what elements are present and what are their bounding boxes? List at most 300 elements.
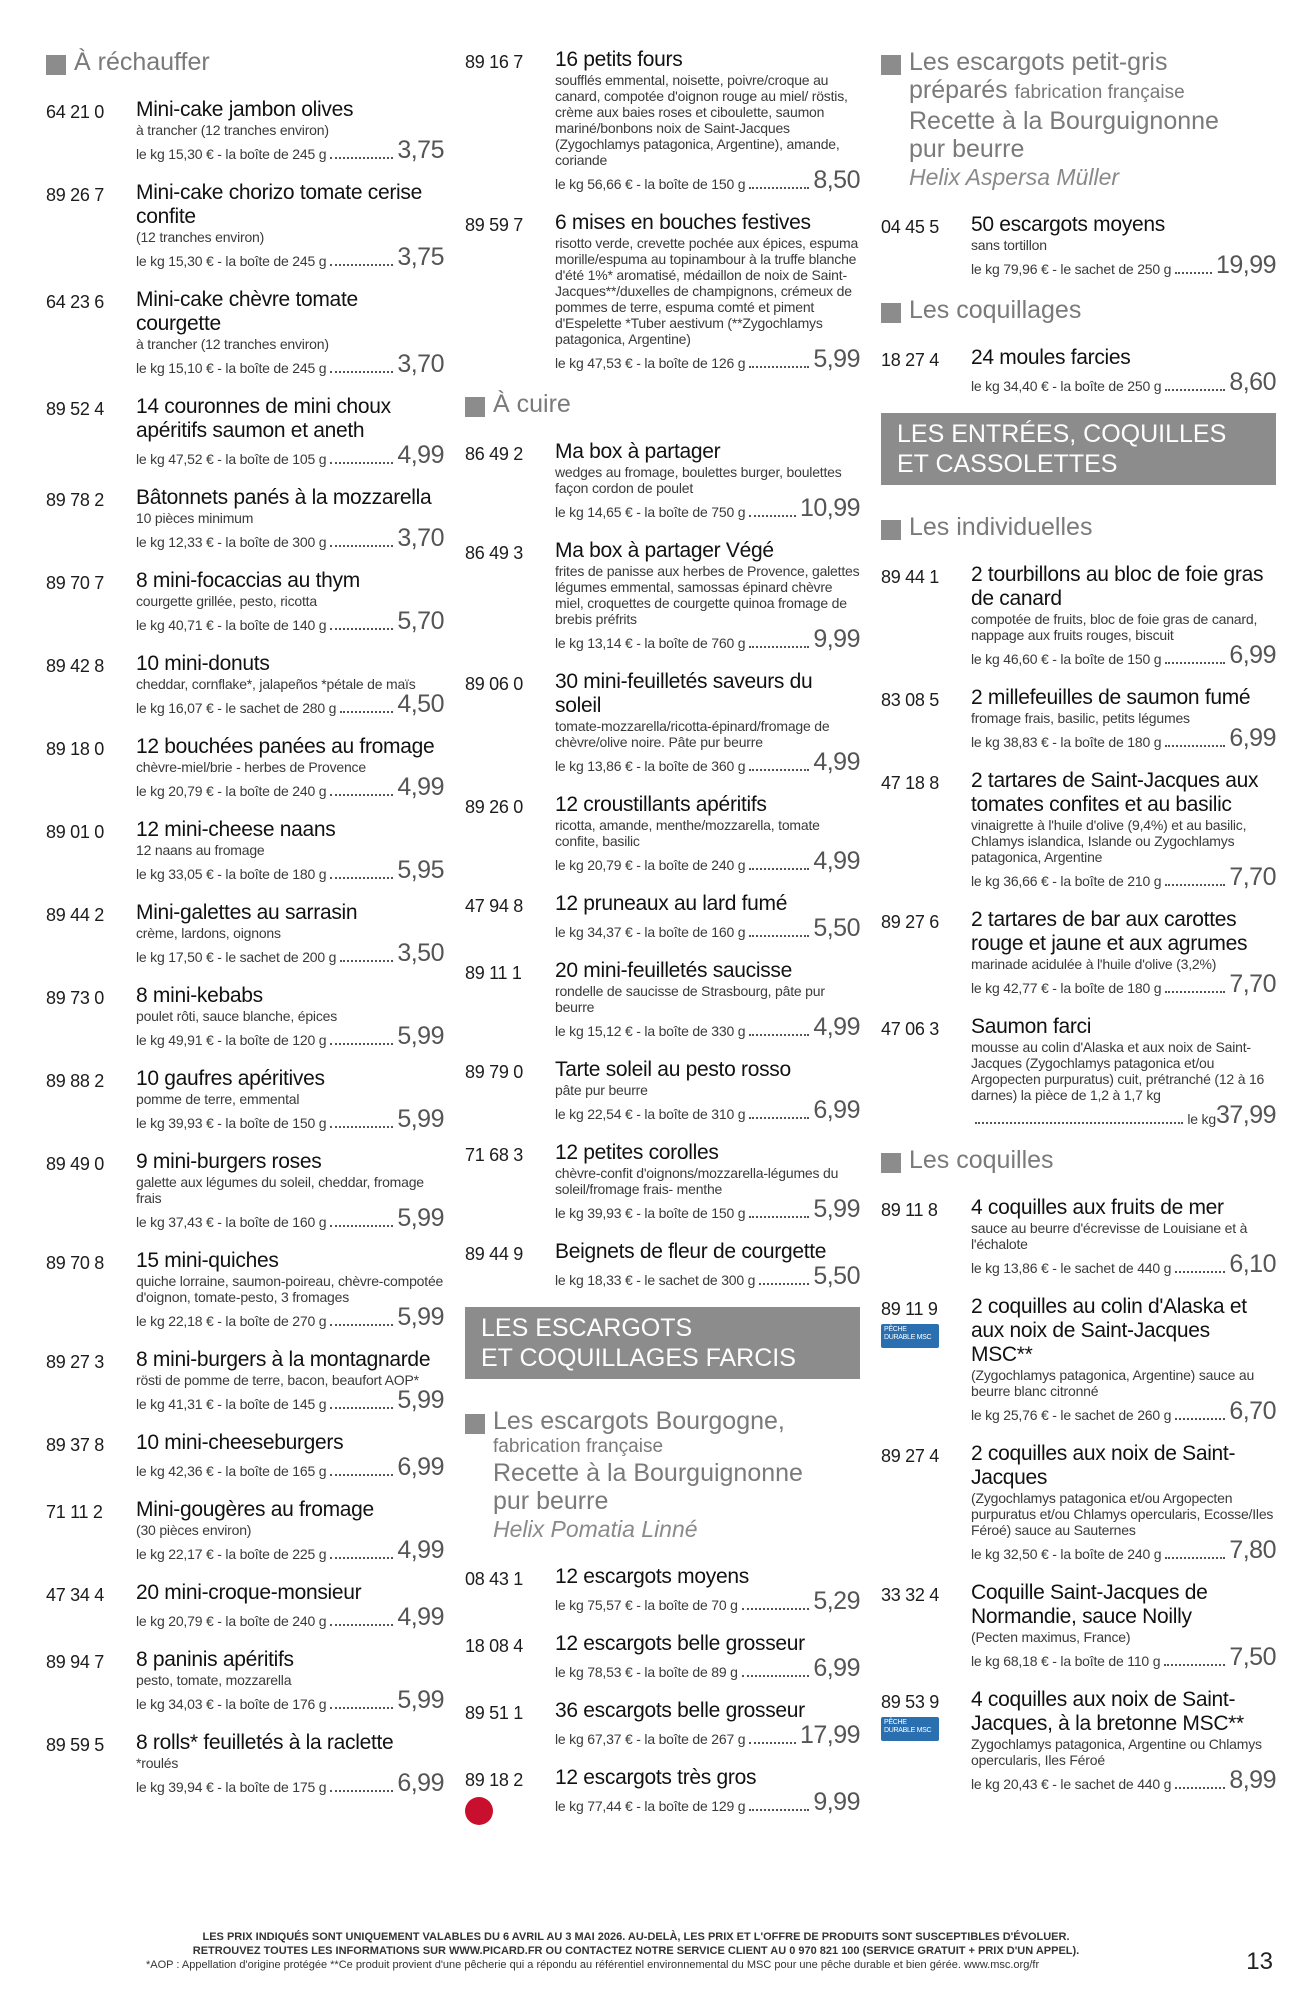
product-code [46, 1249, 136, 1329]
product-price: 10,99 [799, 494, 860, 522]
product-item [881, 1688, 1276, 1792]
dot-leader [1165, 991, 1225, 993]
product-code [465, 793, 555, 873]
product-code-text: 89 59 7 [465, 215, 523, 235]
product-body [136, 1067, 444, 1131]
product-price: 8,99 [1229, 1766, 1276, 1794]
price-line [555, 1264, 860, 1288]
product-code [881, 1295, 971, 1423]
product-price: 6,99 [813, 1096, 860, 1124]
product-item [46, 735, 444, 799]
dot-leader [330, 371, 393, 373]
product-name: Mini-cake jambon olives [136, 98, 354, 121]
price-line [971, 1252, 1276, 1276]
unit-price: le kg 67,37 € - la boîte de 267 g [555, 1731, 746, 1747]
product-code-text: 04 45 5 [881, 217, 939, 237]
product-description: Zygochlamys patagonica, Argentine ou Chlamys opercularis, Iles Féroé [971, 1736, 1262, 1768]
product-name: 12 mini-cheese naans [136, 818, 336, 841]
unit-price: le kg 22,54 € - la boîte de 310 g [555, 1106, 746, 1122]
product-code-text: 89 44 2 [46, 905, 104, 925]
product-body [971, 563, 1276, 667]
unit-price: le kg 47,52 € - la boîte de 105 g [136, 451, 327, 467]
product-code-text: 18 08 4 [465, 1636, 523, 1656]
product-code-text: 89 37 8 [46, 1435, 104, 1455]
product-code [881, 686, 971, 750]
product-name: 12 escargots moyens [555, 1565, 749, 1588]
product-code [46, 735, 136, 799]
unit-price: le kg 20,43 € - le sachet de 440 g [971, 1776, 1172, 1792]
product-body [555, 959, 860, 1039]
product-item [465, 1632, 860, 1680]
product-name: 36 escargots belle grosseur [555, 1699, 805, 1722]
product-item [465, 793, 860, 873]
product-body [555, 440, 860, 520]
product-code-text: 89 70 8 [46, 1253, 104, 1273]
product-description: courgette grillée, pesto, ricotta [136, 593, 317, 609]
product-body [136, 486, 444, 550]
product-name: 2 coquilles au colin d'Alaska et aux noix de Saint-Jacques MSC** [971, 1295, 1247, 1366]
product-name: Mini-cake chèvre tomate courgette [136, 288, 358, 335]
product-body [555, 48, 860, 192]
product-price: 5,50 [813, 914, 860, 942]
product-item [46, 1348, 444, 1412]
unit-price: le kg 42,77 € - la boîte de 180 g [971, 980, 1162, 996]
unit-price: le kg 34,40 € - la boîte de 250 g [971, 378, 1162, 394]
product-item [881, 908, 1276, 996]
product-code-text: 64 23 6 [46, 292, 104, 312]
product-item [465, 48, 860, 192]
product-body [971, 1688, 1276, 1792]
product-code-text: 71 68 3 [465, 1145, 523, 1165]
footer-line-2: RETROUVEZ TOUTES LES INFORMATIONS SUR WWW.PICARD.FR OU CONTACTEZ NOTRE SERVICE CLIENT AU 0 970 821 100 (SERVICE GRATUIT + PRIX D'UN APPEL). [192, 1945, 1080, 1957]
dot-leader [1165, 1557, 1225, 1559]
product-body [555, 1699, 860, 1747]
product-code [46, 288, 136, 376]
product-item [465, 1058, 860, 1122]
section-title: Les coquilles [909, 1146, 1054, 1174]
product-code-text: 89 11 8 [881, 1200, 938, 1220]
product-price: 5,99 [397, 1386, 444, 1414]
product-item [46, 818, 444, 882]
product-item [46, 1249, 444, 1329]
unit-price: le kg 16,07 € - le sachet de 280 g [136, 700, 337, 716]
product-body [971, 1196, 1276, 1276]
category-banner [465, 1307, 860, 1379]
product-item [465, 892, 860, 940]
product-code [46, 901, 136, 965]
product-name: Ma box à partager Végé [555, 539, 774, 562]
product-name: 4 coquilles aux fruits de mer [971, 1196, 1224, 1219]
product-body [555, 539, 860, 651]
product-code-text: 89 53 9 [881, 1692, 939, 1712]
product-price: 4,99 [813, 748, 860, 776]
price-line [136, 352, 444, 376]
product-body [555, 1632, 860, 1680]
price-line [555, 1790, 860, 1814]
unit-price: le kg 39,94 € - la boîte de 175 g [136, 1779, 327, 1795]
product-name: 2 tartares de Saint-Jacques aux tomates confites et au basilic [971, 769, 1259, 816]
product-description: marinade acidulée à l'huile d'olive (3,2%) [971, 956, 1217, 972]
product-item [881, 769, 1276, 889]
product-item [881, 213, 1276, 277]
product-code-text: 89 16 7 [465, 52, 523, 72]
product-body [136, 1150, 444, 1230]
product-body [136, 1249, 444, 1329]
product-name: Saumon farci [971, 1015, 1092, 1038]
product-body [971, 1442, 1276, 1562]
product-price: 6,99 [397, 1769, 444, 1797]
dot-leader [330, 545, 393, 547]
product-item [46, 1581, 444, 1629]
product-name: 2 tartares de bar aux carottes rouge et jaune et aux agrumes [971, 908, 1248, 955]
product-price: 19,99 [1215, 251, 1276, 279]
product-price: 5,50 [813, 1262, 860, 1290]
dot-leader [1165, 884, 1225, 886]
product-name: 10 mini-cheeseburgers [136, 1431, 344, 1454]
product-price: 7,70 [1229, 863, 1276, 891]
section-heading [465, 1407, 860, 1543]
price-line [555, 627, 860, 651]
product-price: 6,10 [1229, 1250, 1276, 1278]
product-item [46, 1648, 444, 1712]
dot-leader [749, 187, 809, 189]
product-code [881, 1581, 971, 1669]
product-description: fromage frais, basilic, petits légumes [971, 710, 1190, 726]
product-code [881, 1442, 971, 1562]
product-body [136, 652, 444, 716]
dot-leader [742, 1608, 810, 1610]
price-line [555, 1723, 860, 1747]
product-item [46, 486, 444, 550]
price-unit-label: le kg [1187, 1111, 1216, 1127]
product-price: 5,29 [813, 1587, 860, 1615]
label-rouge-icon [465, 1797, 493, 1825]
dot-leader [749, 1034, 809, 1036]
unit-price: le kg 47,53 € - la boîte de 126 g [555, 355, 746, 371]
product-body [555, 1565, 860, 1613]
product-code [881, 1196, 971, 1276]
price-line [136, 692, 444, 716]
product-item [46, 181, 444, 269]
banner-line: LES ENTRÉES, COQUILLES [897, 420, 1227, 448]
product-description: ricotta, amande, menthe/mozzarella, tomate confite, basilic [555, 817, 820, 849]
product-name: Mini-gougères au fromage [136, 1498, 374, 1521]
dot-leader [749, 646, 809, 648]
product-code [881, 346, 971, 394]
price-line [136, 1538, 444, 1562]
product-code-text: 89 11 9 [881, 1299, 938, 1319]
product-description: poulet rôti, sauce blanche, épices [136, 1008, 337, 1024]
product-body [136, 1648, 444, 1712]
unit-price: le kg 56,66 € - la boîte de 150 g [555, 176, 746, 192]
product-price: 8,50 [813, 166, 860, 194]
section-title: Les individuelles [909, 513, 1093, 541]
product-description: rösti de pomme de terre, bacon, beaufort AOP* [136, 1372, 419, 1388]
product-price: 3,50 [397, 939, 444, 967]
product-item [881, 1442, 1276, 1562]
price-line [555, 1197, 860, 1221]
unit-price: le kg 25,76 € - le sachet de 260 g [971, 1407, 1172, 1423]
section-title-block [909, 48, 1219, 191]
product-code [46, 1348, 136, 1412]
dot-leader [749, 366, 809, 368]
banner-line: ET COQUILLAGES FARCIS [481, 1344, 796, 1372]
unit-price: le kg 75,57 € - la boîte de 70 g [555, 1597, 738, 1613]
product-body [555, 1058, 860, 1122]
section-square-icon [881, 1153, 901, 1173]
product-price: 5,99 [813, 345, 860, 373]
price-line [555, 168, 860, 192]
price-line [555, 1589, 860, 1613]
unit-price: le kg 38,83 € - la boîte de 180 g [971, 734, 1162, 750]
product-price: 8,60 [1229, 368, 1276, 396]
product-name: 2 tourbillons au bloc de foie gras de canard [971, 563, 1264, 610]
product-item [881, 563, 1276, 667]
product-code-text: 47 06 3 [881, 1019, 939, 1039]
unit-price: le kg 46,60 € - la boîte de 150 g [971, 651, 1162, 667]
price-line [555, 1656, 860, 1680]
unit-price: le kg 15,12 € - la boîte de 330 g [555, 1023, 746, 1039]
product-price: 5,99 [397, 1303, 444, 1331]
price-line [971, 1768, 1276, 1792]
dot-leader [1175, 1418, 1225, 1420]
product-price: 4,99 [813, 1013, 860, 1041]
product-body [971, 346, 1276, 394]
product-item [881, 1196, 1276, 1276]
product-name: 8 mini-burgers à la montagnarde [136, 1348, 431, 1371]
product-body [136, 735, 444, 799]
unit-price: le kg 14,65 € - la boîte de 750 g [555, 504, 746, 520]
product-description: rondelle de saucisse de Strasbourg, pâte pur beurre [555, 983, 825, 1015]
price-line [136, 138, 444, 162]
product-code-text: 89 06 0 [465, 674, 523, 694]
product-code-text: 89 11 1 [465, 963, 522, 983]
product-name: Mini-galettes au sarrasin [136, 901, 358, 924]
dot-leader [330, 264, 393, 266]
product-code-text: 89 49 0 [46, 1154, 104, 1174]
product-code-text: 86 49 2 [465, 444, 523, 464]
price-line [136, 1688, 444, 1712]
section-heading [465, 390, 860, 418]
product-code [465, 48, 555, 192]
product-name: 12 croustillants apéritifs [555, 793, 767, 816]
product-code [465, 440, 555, 520]
product-price: 5,99 [397, 1022, 444, 1050]
product-name: 12 escargots très gros [555, 1766, 757, 1789]
unit-price: le kg 15,10 € - la boîte de 245 g [136, 360, 327, 376]
dot-leader [1165, 662, 1225, 664]
product-name: 20 mini-feuilletés saucisse [555, 959, 793, 982]
product-body [971, 1015, 1276, 1127]
product-body [136, 818, 444, 882]
product-item [465, 1766, 860, 1825]
dot-leader [742, 1675, 810, 1677]
dot-leader [330, 1043, 393, 1045]
product-description: quiche lorraine, saumon-poireau, chèvre-compotée d'oignon, tomate-pesto, 3 fromages [136, 1273, 444, 1305]
dot-leader [330, 1126, 393, 1128]
price-line [971, 865, 1276, 889]
unit-price: le kg 15,30 € - la boîte de 245 g [136, 253, 327, 269]
dot-leader [330, 628, 393, 630]
product-body [136, 181, 444, 269]
unit-price: le kg 34,37 € - la boîte de 160 g [555, 924, 746, 940]
section-line: pur beurre [909, 135, 1025, 163]
product-code-text: 89 88 2 [46, 1071, 104, 1091]
product-code-text: 89 44 1 [881, 567, 939, 587]
section-species: Helix Pomatia Linné [493, 1516, 698, 1542]
unit-price: le kg 17,50 € - le sachet de 200 g [136, 949, 337, 965]
product-code [46, 486, 136, 550]
product-price: 17,99 [799, 1721, 860, 1749]
product-code [465, 1632, 555, 1680]
price-line [971, 1399, 1276, 1423]
unit-price: le kg 15,30 € - la boîte de 245 g [136, 146, 327, 162]
product-code [881, 563, 971, 667]
product-body [555, 1766, 860, 1825]
price-line [971, 643, 1276, 667]
product-item [46, 652, 444, 716]
product-item [46, 395, 444, 467]
product-name: 6 mises en bouches festives [555, 211, 811, 234]
product-name: 14 couronnes de mini choux apéritifs saumon et aneth [136, 395, 391, 442]
product-body [971, 769, 1276, 889]
price-line [136, 1107, 444, 1131]
product-code-text: 89 73 0 [46, 988, 104, 1008]
product-body [136, 395, 444, 467]
product-description: (Pecten maximus, France) [971, 1629, 1131, 1645]
product-price: 9,99 [813, 625, 860, 653]
product-price: 7,70 [1229, 970, 1276, 998]
product-description: (Zygochlamys patagonica, Argentine) sauce au beurre blanc citronné [971, 1367, 1255, 1399]
product-item [881, 1015, 1276, 1127]
unit-price: le kg 22,18 € - la boîte de 270 g [136, 1313, 327, 1329]
price-line [971, 370, 1276, 394]
section-square-icon [881, 303, 901, 323]
product-item [46, 901, 444, 965]
dot-leader [340, 960, 393, 962]
product-code [46, 1648, 136, 1712]
product-price: 6,70 [1229, 1397, 1276, 1425]
price-line [555, 916, 860, 940]
unit-price: le kg 37,43 € - la boîte de 160 g [136, 1214, 327, 1230]
banner-line: ET CASSOLETTES [897, 450, 1118, 478]
section-line: Les escargots Bourgogne, [493, 1407, 785, 1435]
product-name: 15 mini-quiches [136, 1249, 279, 1272]
product-code-text: 89 01 0 [46, 822, 104, 842]
product-description: pâte pur beurre [555, 1082, 648, 1098]
product-body [136, 1498, 444, 1562]
product-item [465, 211, 860, 371]
price-line [555, 347, 860, 371]
unit-price: le kg 12,33 € - la boîte de 300 g [136, 534, 327, 550]
product-price: 7,50 [1229, 1643, 1276, 1671]
product-price: 5,99 [397, 1686, 444, 1714]
product-description: cheddar, cornflake*, jalapeños *pétale de maïs [136, 676, 416, 692]
product-description: soufflés emmental, noisette, poivre/croque au canard, compotée d'oignon rouge au miel/ röstis, crème aux baies roses et ciboulette, saumon mariné/bonbons noix de Saint-Jacques (Zygochlamys patagonica, Argentine), amande, coriande [555, 72, 848, 168]
price-line [136, 245, 444, 269]
price-line [555, 849, 860, 873]
price-line [555, 1098, 860, 1122]
product-item [881, 1581, 1276, 1669]
product-name: 9 mini-burgers roses [136, 1150, 322, 1173]
product-code-text: 89 27 4 [881, 1446, 939, 1466]
price-line [971, 972, 1276, 996]
section-subtitle: fabrication française [1014, 82, 1185, 103]
product-body [136, 569, 444, 633]
dot-leader [330, 794, 393, 796]
product-body [555, 793, 860, 873]
product-code-text: 89 51 1 [465, 1703, 523, 1723]
product-description: sans tortillon [971, 237, 1047, 253]
dot-leader [330, 1474, 393, 1476]
product-body [136, 1348, 444, 1412]
product-code [465, 1766, 555, 1825]
product-name: 24 moules farcies [971, 346, 1131, 369]
product-code-text: 89 79 0 [465, 1062, 523, 1082]
section-line-word: préparés [909, 76, 1008, 104]
price-line [136, 1024, 444, 1048]
unit-price: le kg 42,36 € - la boîte de 165 g [136, 1463, 327, 1479]
price-line [136, 443, 444, 467]
dot-leader [1175, 1271, 1225, 1273]
column-3 [881, 48, 1276, 1811]
product-code [465, 959, 555, 1039]
dot-leader [749, 515, 796, 517]
product-code-text: 89 27 3 [46, 1352, 104, 1372]
unit-price: le kg 22,17 € - la boîte de 225 g [136, 1546, 327, 1562]
product-description: à trancher (12 tranches environ) [136, 122, 329, 138]
price-line [136, 1771, 444, 1795]
product-name: 10 gaufres apéritives [136, 1067, 325, 1090]
product-item [465, 440, 860, 520]
product-code [46, 181, 136, 269]
product-code [881, 769, 971, 889]
product-code-text: 83 08 5 [881, 690, 939, 710]
footer-line-1: LES PRIX INDIQUÉS SONT UNIQUEMENT VALABLES DU 6 AVRIL AU 3 MAI 2026. AU-DELÀ, LES PRIX ET L'OFFRE DE PRODUITS SONT SUSCEPTIBLES D'ÉVOLUER. [202, 1931, 1070, 1943]
product-description: pesto, tomate, mozzarella [136, 1672, 292, 1688]
dot-leader [1175, 1787, 1225, 1789]
dot-leader [749, 1117, 809, 1119]
product-item [465, 1240, 860, 1288]
unit-price: le kg 78,53 € - la boîte de 89 g [555, 1664, 738, 1680]
product-description: vinaigrette à l'huile d'olive (9,4%) et au basilic, Chlamys islandica, Islande ou Zygochlamys patagonica, Argentine [971, 817, 1247, 865]
price-line [971, 253, 1276, 277]
product-item [881, 686, 1276, 750]
product-item [881, 346, 1276, 394]
column-1 [46, 48, 444, 1814]
product-code [465, 670, 555, 774]
section-line: Les escargots petit-gris [909, 48, 1168, 76]
product-description: à trancher (12 tranches environ) [136, 336, 329, 352]
product-code-text: 89 42 8 [46, 656, 104, 676]
price-line [136, 1455, 444, 1479]
product-price: 6,99 [1229, 641, 1276, 669]
product-body [971, 686, 1276, 750]
unit-price: le kg 34,03 € - la boîte de 176 g [136, 1696, 327, 1712]
product-code [46, 984, 136, 1048]
product-description: (30 pièces environ) [136, 1522, 252, 1538]
product-code-text: 33 32 4 [881, 1585, 939, 1605]
product-code-text: 89 18 0 [46, 739, 104, 759]
product-price: 4,99 [397, 1603, 444, 1631]
product-description: pomme de terre, emmental [136, 1091, 300, 1107]
price-line [136, 1605, 444, 1629]
product-item [465, 1699, 860, 1747]
product-description: (Zygochlamys patagonica et/ou Argopecten purpuratus et/ou Chlamys opercularis, Ecosse/Iles Féroé) sauce au Sauternes [971, 1490, 1274, 1538]
product-item [46, 569, 444, 633]
product-body [136, 901, 444, 965]
product-item [46, 1498, 444, 1562]
